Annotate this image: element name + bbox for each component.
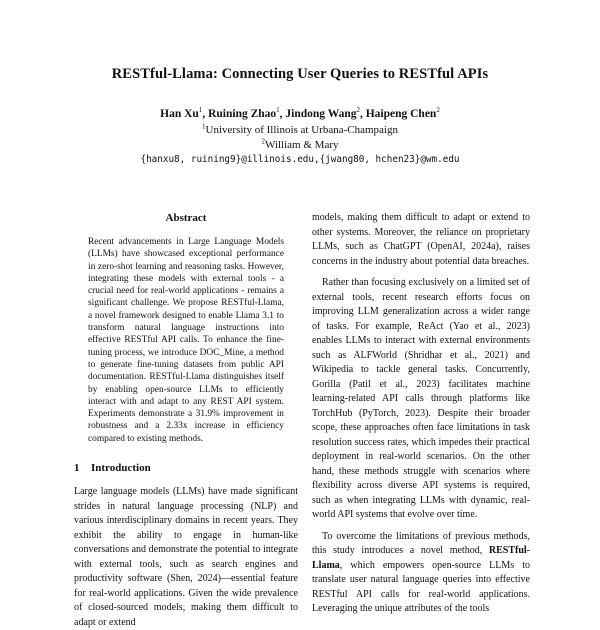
section-title: Introduction xyxy=(91,462,151,474)
paragraph-text: To overcome the limitations of previous methods, this study introduces a novel method, xyxy=(312,530,530,556)
right-column xyxy=(312,211,530,624)
author-affil-mark: 2 xyxy=(356,106,360,115)
intro-paragraph-continued: models, making them difficult to adapt or extend to other systems. Moreover, the reliance on proprietary LLMs, such as ChatGPT (OpenAI, 2024a), raises concerns in the industry about potential data breaches. xyxy=(312,212,530,267)
intro-left-column xyxy=(74,485,298,630)
abstract-body: Recent advancements in Large Language Models (LLMs) have showcased exceptional performance in zero-shot learning and reasoning tasks. However, integrating these models with external tools - a crucial need for real-world applications - remains a significant challenge. We propose RESTful-Llama, a novel framework designed to enable Llama 3.1 to transform natural language instructions into effective RESTful API calls. To enhance the fine-tuning process, we introduce DOC_Mine, a method to generate fine-tuning datasets from public API documentation. RESTful-Llama distinguishes itself by enabling open-source LLMs to efficiently interact with and adapt to any REST API system. Experiments demonstrate a 31.9% improvement in robustness and a 2.33x increase in efficiency compared to existing methods. xyxy=(88,237,284,444)
affiliation-text: William & Mary xyxy=(265,139,339,151)
author-affil-mark: 1 xyxy=(276,106,280,115)
author-name: Jindong Wang xyxy=(285,108,357,120)
affiliation-mark: 2 xyxy=(261,137,265,146)
author-affil-mark: 2 xyxy=(436,106,440,115)
affiliation-2 xyxy=(0,139,600,151)
intro-paragraph-2: Rather than focusing exclusively on a limited set of external tools, recent research efforts focus on improving LLM generalization across a wider range of tasks. For example, ReAct (Yao et al., 2023) enables LLMs to interact with external environments such as ALFWorld (Shridhar et al., 2021) and Wikipedia to tackle general tasks. Concurrently, Gorilla (Patil et al., 2023) facilitates machine learning-related API calls through platforms like TorchHub (PyTorch, 2023). Despite their broader scope, these approaches often face limitations in task resolution success rates, which impedes their practical deployment in real-world scenarios. On the other hand, these methods struggle with scenarios where flexibility across diverse API systems is required, such as when integrating LLMs with dynamic, real-world API systems that evolve over time. xyxy=(312,277,530,520)
author-affil-mark: 1 xyxy=(198,106,203,115)
abstract-heading: Abstract xyxy=(165,212,207,224)
author-name: Haipeng Chen xyxy=(365,108,437,120)
paper-title: RESTful-Llama: Connecting User Queries to RESTful APIs xyxy=(111,66,489,82)
author-emails: {hanxu8, ruining9}@illinois.edu,{jwang80, hchen23}@wm.edu xyxy=(140,154,460,165)
method-name: RESTful-Llama xyxy=(312,545,530,571)
intro-paragraph-3 xyxy=(312,530,530,617)
affiliation-text: University of Illinois at Urbana-Champaign xyxy=(205,124,398,136)
author-name: Ruining Zhao xyxy=(208,108,277,120)
affiliation-1 xyxy=(0,124,600,136)
affiliation-mark: 1 xyxy=(202,122,206,131)
author-name: Han Xu xyxy=(160,108,199,120)
section-heading-introduction xyxy=(74,462,151,474)
paragraph-text: , which empowers open-source LLMs to translate user natural language queries into effective RESTful API calls for real-world applications. Leveraging the unique attributes of the tools xyxy=(312,559,530,614)
intro-paragraph-1: Large language models (LLMs) have made significant strides in natural language processing (NLP) and various interdisciplinary domains in recent years. They exhibit the ability to engage in human-like conversations and demonstrate the potential to integrate with external tools, such as search engines and productivity software (Shen, 2024)—essential feature for real-world applications. Given the wide prevalence of closed-sourced models, making them difficult to adapt or extend xyxy=(74,486,298,628)
author-list: Han Xu$^1$, Ruining Zhao$^1$, Jindong Wang$^2$, Haipeng Chen$^2$ xyxy=(160,106,440,120)
section-number: 1 xyxy=(74,462,80,474)
